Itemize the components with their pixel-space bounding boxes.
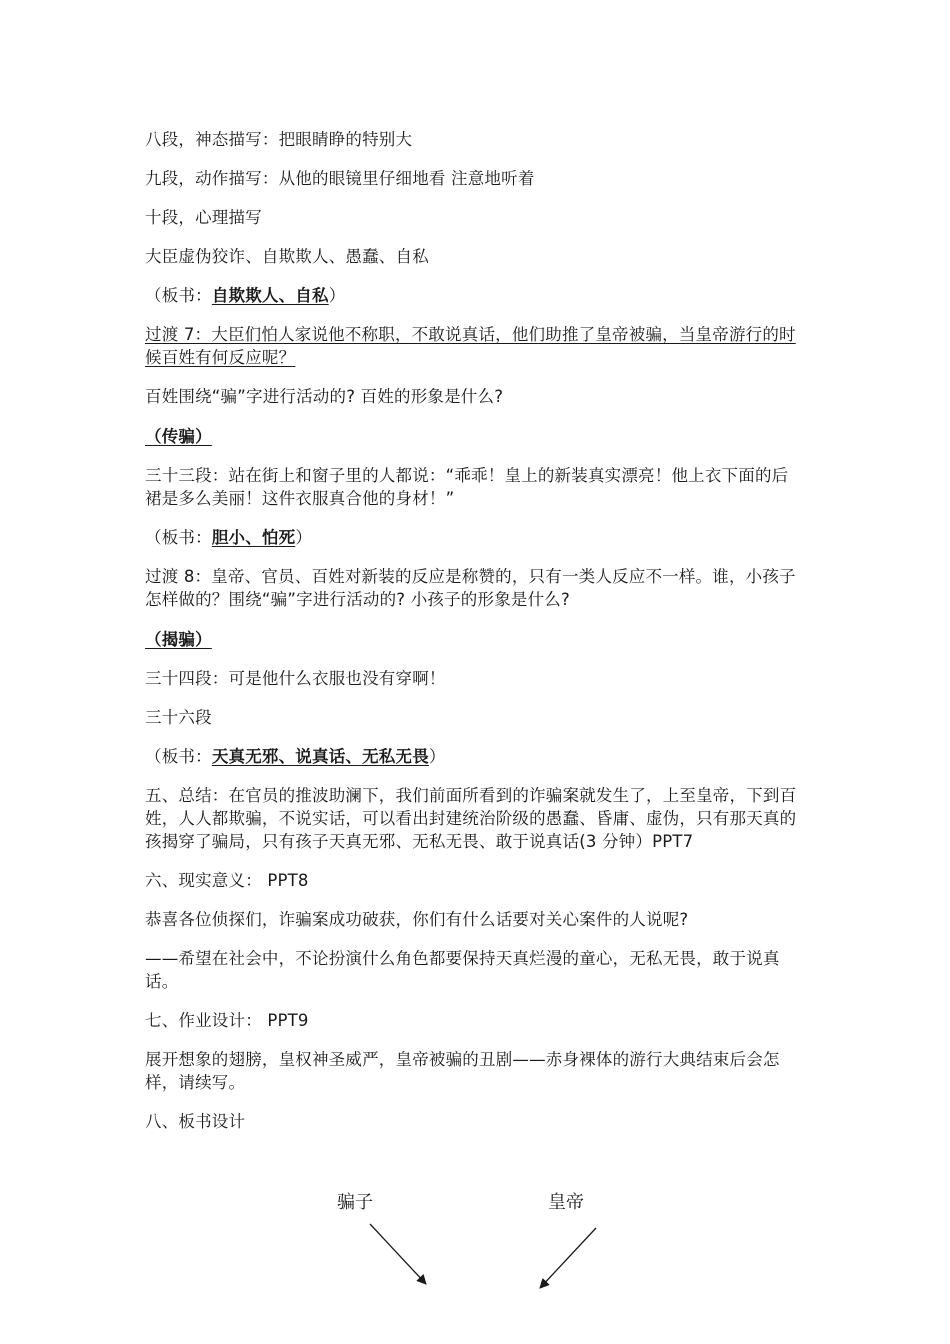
board-note-keywords: 自欺欺人、自私 xyxy=(211,286,329,305)
board-note-prefix: （板书： xyxy=(145,747,212,766)
homework-prompt: 展开想象的翅膀，皇权神圣威严，皇帝被骗的丑剧——赤身裸体的游行大典结束后会怎样，请续写。 xyxy=(145,1050,780,1092)
board-note-suffix: ） xyxy=(428,747,446,766)
board-note-people xyxy=(145,526,805,549)
board-note-keywords: 胆小、怕死 xyxy=(211,528,296,547)
diagram-label-emperor: 皇帝 xyxy=(548,1192,584,1213)
section-real-meaning: 六、现实意义： PPT8 xyxy=(145,871,309,890)
section-board-design: 八、板书设计 xyxy=(145,1112,246,1131)
board-note-suffix: ） xyxy=(295,528,313,547)
paragraph-10: 十段，心理描写 xyxy=(145,208,262,227)
board-note-ministers xyxy=(145,284,805,307)
board-note-keywords: 天真无邪、说真话、无私无畏 xyxy=(211,747,429,766)
arrow-emperor xyxy=(540,1228,596,1288)
hope-statement: ——希望在社会中，不论扮演什么角色都要保持天真烂漫的童心，无私无畏，敢于说真话。 xyxy=(145,949,780,991)
board-note-child xyxy=(145,745,805,768)
people-question: 百姓围绕“骗”字进行活动的? 百姓的形象是什么? xyxy=(145,387,504,406)
minister-traits: 大臣虚伪狡诈、自欺欺人、愚蠢、自私 xyxy=(145,247,429,266)
paragraph-36: 三十六段 xyxy=(145,708,212,727)
transition-8: 过渡 8：皇帝、官员、百姓对新装的反应是称赞的，只有一类人反应不一样。谁，小孩子怎样做的？围绕“骗”字进行活动的? 小孩子的形象是什么? xyxy=(145,567,796,609)
paragraph-9: 九段，动作描写：从他的眼镜里仔细地看 注意地听着 xyxy=(145,169,535,188)
arrow-swindlers xyxy=(370,1224,426,1284)
board-design-diagram xyxy=(0,1180,950,1344)
board-note-prefix: （板书： xyxy=(145,528,212,547)
diagram-label-swindlers: 骗子 xyxy=(337,1192,373,1213)
diagram-arrows xyxy=(0,1180,950,1344)
congrats-question: 恭喜各位侦探们，诈骗案成功破获，你们有什么话要对关心案件的人说呢? xyxy=(145,910,689,929)
board-note-suffix: ） xyxy=(328,286,346,305)
section-summary: 五、总结：在官员的推波助澜下，我们前面所看到的诈骗案就发生了，上至皇帝，下到百姓，人人都欺骗，不说实话，可以看出封建统治阶级的愚蠢、昏庸、虚伪，只有那天真的孩揭穿了骗局，只有孩子天真无邪、无私无畏、敢于说真话(3 分钟）PPT7 xyxy=(145,786,797,851)
section-homework: 七、作业设计： PPT9 xyxy=(145,1011,309,1030)
paragraph-34: 三十四段：可是他什么衣服也没有穿啊！ xyxy=(145,669,446,688)
heading-spread-lie: （传骗） xyxy=(145,427,212,446)
paragraph-8: 八段，神态描写：把眼睛睁的特别大 xyxy=(145,130,413,149)
transition-7: 过渡 7：大臣们怕人家说他不称职，不敢说真话，他们助推了皇帝被骗，当皇帝游行的时候百姓有何反应呢？ xyxy=(145,325,796,367)
paragraph-33: 三十三段：站在街上和窗子里的人都说：“乖乖！皇上的新装真实漂亮！他上衣下面的后裙是多么美丽！这件衣服真合他的身材！” xyxy=(145,466,789,508)
board-note-prefix: （板书： xyxy=(145,286,212,305)
heading-expose-lie: （揭骗） xyxy=(145,630,212,649)
